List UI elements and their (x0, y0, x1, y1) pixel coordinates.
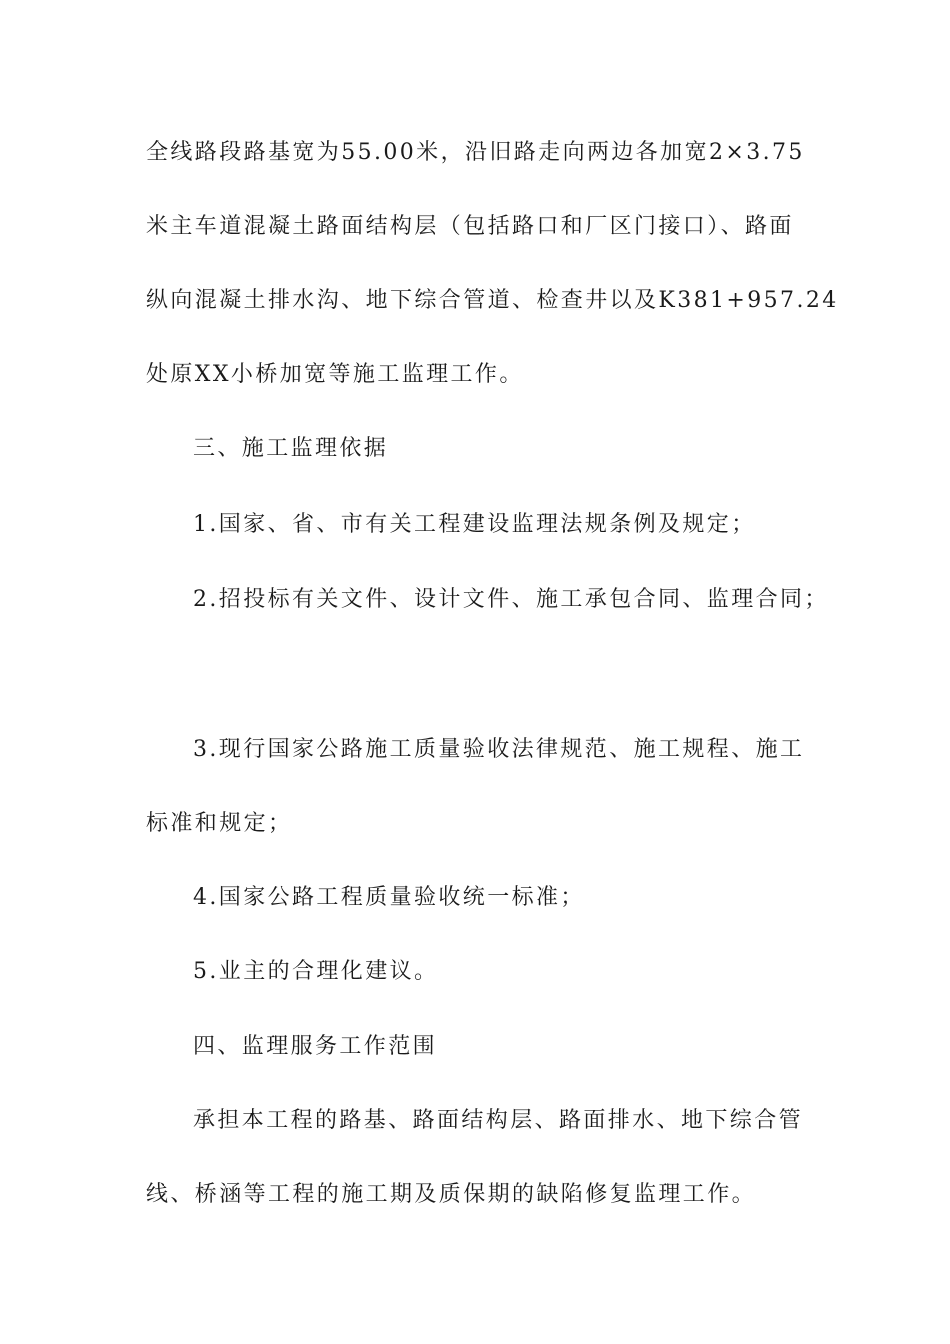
paragraph-line-4: 处原XX小桥加宽等施工监理工作。 (146, 362, 524, 387)
list-item-5: 5.业主的合理化建议。 (193, 959, 439, 984)
list-item-2: 2.招投标有关文件、设计文件、施工承包合同、监理合同； (193, 587, 829, 612)
paragraph-line-2: 米主车道混凝土路面结构层（包括路口和厂区门接口）、路面 (146, 214, 794, 239)
paragraph-line-3: 纵向混凝土排水沟、地下综合管道、检查井以及K381+957.24 (146, 288, 839, 313)
list-item-4: 4.国家公路工程质量验收统一标准； (193, 885, 585, 910)
paragraph-line-1: 全线路段路基宽为55.00米，沿旧路走向两边各加宽2×3.75 (146, 140, 805, 165)
section-heading-4: 四、监理服务工作范围 (193, 1034, 438, 1059)
section-heading-3: 三、施工监理依据 (193, 436, 389, 461)
scope-paragraph-line-2: 线、桥涵等工程的施工期及质保期的缺陷修复监理工作。 (146, 1182, 757, 1207)
list-item-1: 1.国家、省、市有关工程建设监理法规条例及规定； (193, 512, 756, 537)
list-item-3-continuation: 标准和规定； (146, 811, 293, 836)
scope-paragraph-line-1: 承担本工程的路基、路面结构层、路面排水、地下综合管 (193, 1108, 804, 1133)
list-item-3: 3.现行国家公路施工质量验收法律规范、施工规程、施工 (193, 737, 805, 762)
